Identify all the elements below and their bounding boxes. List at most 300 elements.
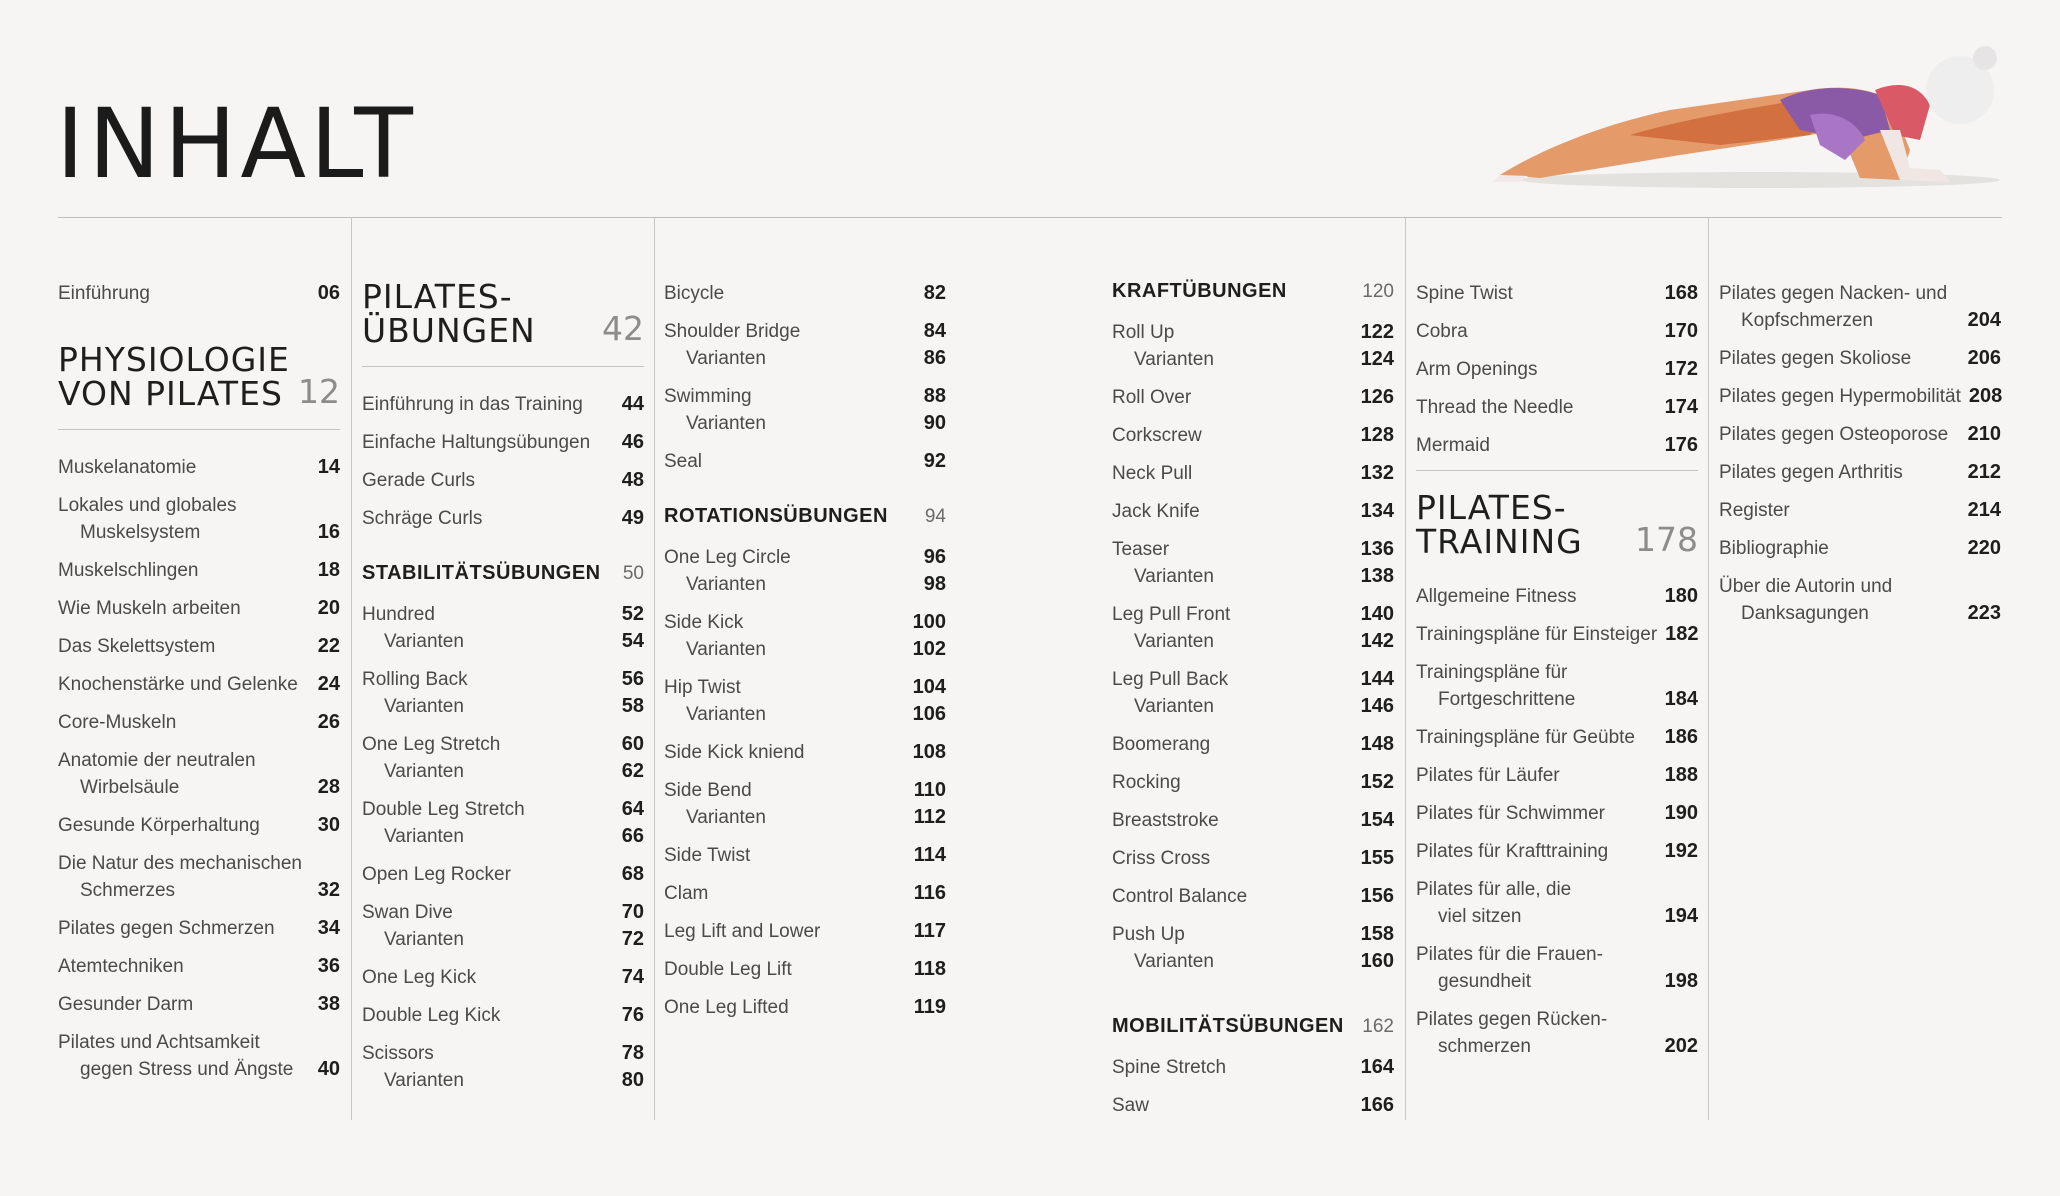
entry-title: Lokales und globales: [58, 495, 237, 516]
page-title: INHALT: [56, 88, 417, 200]
entry-title: Side Bend: [664, 780, 752, 801]
toc-entry[interactable]: [1112, 460, 1394, 487]
entry-subtitle: Varianten: [384, 826, 464, 847]
toc-entry[interactable]: [1719, 497, 2001, 524]
toc-entry-group: [1112, 422, 1394, 449]
toc-list: [1112, 1054, 1394, 1119]
toc-list: [1416, 280, 1698, 459]
toc-list: [58, 454, 340, 1083]
entry-subtitle: Schmerzes: [80, 880, 176, 901]
page-number: 102: [912, 638, 946, 660]
toc-entry[interactable]: [58, 812, 340, 839]
toc-entry[interactable]: [362, 601, 644, 628]
entry-title: Thread the Needle: [1416, 397, 1574, 418]
page-number: 223: [1967, 602, 2001, 624]
page-number: 210: [1967, 423, 2001, 445]
entry-title: Register: [1719, 500, 1790, 521]
entry-title: One Leg Circle: [664, 547, 791, 568]
entry-title: Wie Muskeln arbeiten: [58, 598, 241, 619]
toc-entry-group: [362, 964, 644, 991]
toc-entry-variant[interactable]: [664, 636, 946, 663]
toc-entry-group: [362, 1002, 644, 1029]
toc-entry[interactable]: [1112, 921, 1394, 948]
page-number: 188: [1664, 764, 1698, 786]
toc-entry[interactable]: [664, 383, 946, 410]
toc-entry-variant[interactable]: [362, 628, 644, 655]
page-number: 174: [1664, 396, 1698, 418]
entry-title: Atemtechniken: [58, 956, 184, 977]
entry-title: Double Leg Stretch: [362, 799, 525, 820]
toc-entry[interactable]: [362, 796, 644, 823]
toc-entry-group: [362, 796, 644, 850]
page-number: 44: [621, 393, 644, 415]
toc-entry-group: [664, 318, 946, 372]
toc-entry-group: [664, 383, 946, 437]
toc-entry-variant[interactable]: [362, 823, 644, 850]
toc-entry-variant[interactable]: [664, 410, 946, 437]
toc-entry[interactable]: [1719, 573, 2001, 627]
page-number: 176: [1664, 434, 1698, 456]
toc-entry[interactable]: [58, 991, 340, 1018]
toc-entry[interactable]: [362, 391, 644, 418]
toc-entry[interactable]: [664, 280, 946, 307]
entry-title: Core-Muskeln: [58, 712, 177, 733]
page-number: 122: [1360, 321, 1394, 343]
toc-entry[interactable]: [1416, 762, 1698, 789]
entry-title: Hip Twist: [664, 677, 741, 698]
toc-entry[interactable]: [1112, 384, 1394, 411]
toc-entry[interactable]: [58, 953, 340, 980]
entry-title: Gesunder Darm: [58, 994, 194, 1015]
entry-title: Breaststroke: [1112, 810, 1219, 831]
toc-entry-group: [362, 666, 644, 720]
toc-entry[interactable]: [664, 318, 946, 345]
toc-entry-group: [362, 731, 644, 785]
entry-title: Allgemeine Fitness: [1416, 586, 1577, 607]
entry-subtitle: Varianten: [384, 929, 464, 950]
toc-entry[interactable]: [664, 544, 946, 571]
toc-entry-group: [664, 280, 946, 307]
toc-entry-variant[interactable]: [1112, 346, 1394, 373]
section-heading-pilates-training[interactable]: PILATES- TRAINING 178: [1416, 470, 1698, 559]
entry-subtitle: Varianten: [384, 1070, 464, 1091]
toc-entry-group: [1112, 536, 1394, 590]
toc-entry[interactable]: [664, 448, 946, 475]
toc-entry-group: [362, 429, 644, 456]
toc-entry[interactable]: [1416, 318, 1698, 345]
page-number: 144: [1360, 668, 1394, 690]
page-number: 128: [1360, 424, 1394, 446]
toc-entry[interactable]: [1719, 345, 2001, 372]
toc-entry[interactable]: [1112, 422, 1394, 449]
entry-title: Über die Autorin und: [1719, 576, 1893, 597]
toc-entry-group: [664, 918, 946, 945]
page-number: 114: [913, 844, 946, 866]
entry-title: Die Natur des mechanischen: [58, 853, 302, 874]
toc-entry[interactable]: [1719, 459, 2001, 486]
toc-column-4: [1112, 280, 1394, 1130]
page-number: 170: [1664, 320, 1698, 342]
page-number: 30: [317, 814, 340, 836]
toc-entry-group: [1112, 769, 1394, 796]
page-number: 90: [923, 412, 946, 434]
page-number: 38: [317, 993, 340, 1015]
toc-entry[interactable]: [58, 1029, 340, 1083]
entry-title: Pilates gegen Schmerzen: [58, 918, 275, 939]
entry-subtitle: Kopfschmerzen: [1741, 310, 1874, 331]
entry-title: Leg Pull Front: [1112, 604, 1231, 625]
toc-entry[interactable]: [362, 429, 644, 456]
toc-entry-group: [1416, 318, 1698, 345]
entry-title: Trainingspläne für: [1416, 662, 1568, 683]
entry-title: Trainingspläne für Geübte: [1416, 727, 1635, 748]
toc-entry-variant[interactable]: [1112, 693, 1394, 720]
pilates-figure-illustration: [1480, 30, 2020, 200]
toc-entry[interactable]: [58, 454, 340, 481]
page-number: 20: [317, 597, 340, 619]
toc-entry[interactable]: [362, 467, 644, 494]
toc-entry[interactable]: [1719, 383, 2001, 410]
entry-title: Saw: [1112, 1095, 1149, 1116]
section-heading-physiologie[interactable]: PHYSIOLOGIE VON PILATES 12: [58, 343, 340, 430]
page-number: 180: [1664, 585, 1698, 607]
page-number: 92: [923, 450, 946, 472]
page-number: 212: [1967, 461, 2001, 483]
entry-title: Swimming: [664, 386, 752, 407]
subsection-heading-rotation[interactable]: ROTATIONSÜBUNGEN 94: [664, 505, 946, 527]
toc-entry-group: [1112, 883, 1394, 910]
toc-entry[interactable]: [1112, 845, 1394, 872]
toc-entry[interactable]: [664, 994, 946, 1021]
toc-column-3: [664, 280, 946, 1032]
subsection-heading-mobilitaet[interactable]: MOBILITÄTSÜBUNGEN 162: [1112, 1015, 1394, 1037]
page-number: 100: [912, 611, 946, 633]
subsection-heading-stabilitaet[interactable]: STABILITÄTSÜBUNGEN 50: [362, 562, 644, 584]
toc-entry-variant[interactable]: [664, 701, 946, 728]
page-number: 148: [1360, 733, 1394, 755]
page-number: 186: [1664, 726, 1698, 748]
page-number: 106: [912, 703, 946, 725]
toc-entry[interactable]: [664, 918, 946, 945]
page-number: 160: [1360, 950, 1394, 972]
toc-entry[interactable]: [1416, 356, 1698, 383]
toc-entry-group: [362, 467, 644, 494]
toc-entry-variant[interactable]: [1112, 948, 1394, 975]
toc-entry[interactable]: [1112, 319, 1394, 346]
toc-list: [362, 601, 644, 1094]
entry-title: Anatomie der neutralen: [58, 750, 256, 771]
toc-entry[interactable]: [1416, 1006, 1698, 1060]
entry-title: Roll Over: [1112, 387, 1192, 408]
toc-entry-group: [1416, 432, 1698, 459]
column-divider: [654, 217, 655, 1120]
toc-entry-group: [664, 842, 946, 869]
page-number: 56: [621, 668, 644, 690]
toc-entry-variant[interactable]: [362, 1067, 644, 1094]
toc-entry[interactable]: [58, 747, 340, 801]
toc-entry-group: [664, 674, 946, 728]
page-number: 49: [621, 507, 644, 529]
toc-entry[interactable]: Einführung 06: [58, 282, 340, 304]
page-number: 70: [621, 901, 644, 923]
entry-subtitle: gesundheit: [1438, 971, 1531, 992]
entry-title: Einfache Haltungsübungen: [362, 432, 591, 453]
page-number: 140: [1360, 603, 1394, 625]
toc-entry[interactable]: [1416, 280, 1698, 307]
toc-entry[interactable]: [1112, 769, 1394, 796]
page-number: 108: [912, 741, 946, 763]
page-number: 96: [923, 546, 946, 568]
entry-title: Einführung in das Training: [362, 394, 583, 415]
page-number: 80: [621, 1069, 644, 1091]
page-number: 154: [1360, 809, 1394, 831]
toc-entry-group: [664, 777, 946, 831]
toc-entry[interactable]: [58, 557, 340, 584]
page-number: 34: [317, 917, 340, 939]
page-number: 54: [621, 630, 644, 652]
page-number: 40: [317, 1058, 340, 1080]
entry-title: Pilates gegen Rücken-: [1416, 1009, 1608, 1030]
toc-entry-group: [1416, 356, 1698, 383]
page-number: 124: [1360, 348, 1394, 370]
toc-entry-variant[interactable]: [664, 571, 946, 598]
toc-entry[interactable]: [1416, 838, 1698, 865]
entry-title: Pilates für Krafttraining: [1416, 841, 1609, 862]
page-number: 172: [1664, 358, 1698, 380]
page-number: 138: [1360, 565, 1394, 587]
page-number: 14: [317, 456, 340, 478]
toc-entry-group: [1112, 666, 1394, 720]
toc-entry-variant[interactable]: [1112, 563, 1394, 590]
page-number: 36: [317, 955, 340, 977]
toc-list: [664, 544, 946, 1021]
toc-entry-group: [1112, 731, 1394, 758]
page-number: 86: [923, 347, 946, 369]
page-number: 88: [923, 385, 946, 407]
toc-entry[interactable]: [58, 595, 340, 622]
toc-entry[interactable]: [1112, 1092, 1394, 1119]
toc-entry[interactable]: [1416, 583, 1698, 610]
toc-entry[interactable]: [1112, 601, 1394, 628]
entry-subtitle: Wirbelsäule: [80, 777, 180, 798]
entry-title: Swan Dive: [362, 902, 453, 923]
entry-title: Side Kick: [664, 612, 744, 633]
entry-title: Leg Pull Back: [1112, 669, 1229, 690]
toc-entry[interactable]: [58, 915, 340, 942]
page-number: 155: [1360, 847, 1394, 869]
toc-entry[interactable]: [664, 777, 946, 804]
toc-entry[interactable]: [1416, 659, 1698, 713]
toc-entry-variant[interactable]: [362, 926, 644, 953]
toc-entry[interactable]: [362, 899, 644, 926]
toc-entry-group: [664, 448, 946, 475]
toc-entry[interactable]: [664, 739, 946, 766]
toc-entry[interactable]: [1416, 724, 1698, 751]
entry-title: Spine Twist: [1416, 283, 1513, 304]
toc-entry-group: [664, 609, 946, 663]
section-heading-pilates-uebungen[interactable]: PILATES- ÜBUNGEN 42: [362, 280, 644, 367]
entry-subtitle: Varianten: [384, 761, 464, 782]
toc-entry[interactable]: [58, 850, 340, 904]
entry-title: Pilates für Läufer: [1416, 765, 1560, 786]
page-number: 152: [1360, 771, 1394, 793]
toc-entry-group: [362, 505, 644, 532]
entry-title: Clam: [664, 883, 709, 904]
page-number: 28: [317, 776, 340, 798]
entry-title: Boomerang: [1112, 734, 1211, 755]
page-number: 58: [621, 695, 644, 717]
page-number: 112: [913, 806, 946, 828]
toc-entry-group: [1112, 498, 1394, 525]
page-number: 134: [1360, 500, 1394, 522]
entry-subtitle: Varianten: [686, 348, 766, 369]
entry-subtitle: Varianten: [686, 807, 766, 828]
entry-subtitle: Varianten: [1134, 349, 1214, 370]
toc-entry-group: [1112, 460, 1394, 487]
toc-entry[interactable]: [1112, 666, 1394, 693]
toc-entry-group: [1112, 384, 1394, 411]
toc-entry-group: [664, 739, 946, 766]
toc-entry[interactable]: [664, 609, 946, 636]
toc-entry[interactable]: [1416, 432, 1698, 459]
toc-entry[interactable]: [58, 633, 340, 660]
page-number: 24: [317, 673, 340, 695]
page-number: 168: [1664, 282, 1698, 304]
page-number: 118: [913, 958, 946, 980]
toc-entry[interactable]: [1112, 731, 1394, 758]
toc-entry[interactable]: [58, 492, 340, 546]
toc-entry-variant[interactable]: [362, 693, 644, 720]
toc-entry[interactable]: [1719, 535, 2001, 562]
page-number: 202: [1664, 1035, 1698, 1057]
entry-title: One Leg Lifted: [664, 997, 789, 1018]
entry-title: Seal: [664, 451, 703, 472]
page-number: 142: [1360, 630, 1394, 652]
toc-entry[interactable]: [1719, 280, 2001, 334]
toc-entry-group: [362, 1040, 644, 1094]
entry-subtitle: Fortgeschrittene: [1438, 689, 1576, 710]
toc-column-1: [58, 280, 340, 1094]
entry-title: Neck Pull: [1112, 463, 1193, 484]
toc-column-5: [1416, 280, 1698, 1071]
toc-entry-variant[interactable]: [1112, 628, 1394, 655]
toc-list: [664, 280, 946, 475]
entry-title: Open Leg Rocker: [362, 864, 511, 885]
toc-entry-group: [1112, 1092, 1394, 1119]
entry-title: Arm Openings: [1416, 359, 1538, 380]
entry-title: Muskelanatomie: [58, 457, 197, 478]
toc-entry[interactable]: [362, 666, 644, 693]
toc-entry[interactable]: [58, 709, 340, 736]
entry-title: Schräge Curls: [362, 508, 483, 529]
toc-entry[interactable]: [362, 731, 644, 758]
entry-title: Bicycle: [664, 283, 725, 304]
toc-entry-variant[interactable]: [664, 345, 946, 372]
page-number: 204: [1967, 309, 2001, 331]
toc-entry-variant[interactable]: [362, 758, 644, 785]
toc-entry[interactable]: [1719, 421, 2001, 448]
header-rule: [58, 217, 2002, 218]
toc-entry[interactable]: [1112, 1054, 1394, 1081]
entry-subtitle: Varianten: [686, 704, 766, 725]
page-number: 208: [1968, 385, 2003, 407]
toc-entry[interactable]: [664, 956, 946, 983]
toc-entry[interactable]: [1112, 498, 1394, 525]
page-number: 190: [1664, 802, 1698, 824]
toc-entry-group: [664, 544, 946, 598]
toc-entry-group: [1112, 845, 1394, 872]
page-number: 98: [923, 573, 946, 595]
entry-subtitle: Varianten: [1134, 631, 1214, 652]
entry-subtitle: Muskelsystem: [80, 522, 201, 543]
page-number: 136: [1360, 538, 1394, 560]
entry-subtitle: schmerzen: [1438, 1036, 1531, 1057]
entry-title: Muskelschlingen: [58, 560, 199, 581]
entry-subtitle: Varianten: [686, 413, 766, 434]
toc-entry[interactable]: [1416, 394, 1698, 421]
toc-list: [1112, 319, 1394, 975]
entry-title: Spine Stretch: [1112, 1057, 1227, 1078]
column-divider: [1405, 217, 1406, 1120]
toc-entry[interactable]: [1416, 800, 1698, 827]
toc-entry[interactable]: [1112, 883, 1394, 910]
toc-entry-group: [1112, 807, 1394, 834]
toc-entry[interactable]: [664, 842, 946, 869]
entry-title: Mermaid: [1416, 435, 1490, 456]
subsection-heading-kraft[interactable]: KRAFTÜBUNGEN 120: [1112, 280, 1394, 302]
entry-title: Rocking: [1112, 772, 1181, 793]
toc-entry-group: [1112, 601, 1394, 655]
entry-title: Pilates für die Frauen-: [1416, 944, 1603, 965]
toc-entry[interactable]: [362, 1040, 644, 1067]
page-number: 146: [1360, 695, 1394, 717]
entry-title: Push Up: [1112, 924, 1185, 945]
toc-entry[interactable]: [362, 861, 644, 888]
toc-entry[interactable]: [1416, 876, 1698, 930]
toc-entry[interactable]: [362, 1002, 644, 1029]
entry-title: Jack Knife: [1112, 501, 1200, 522]
page-number: 110: [913, 779, 946, 801]
page-number: 220: [1967, 537, 2001, 559]
entry-title: Bibliographie: [1719, 538, 1829, 559]
entry-title: Double Leg Kick: [362, 1005, 501, 1026]
page-number: 158: [1360, 923, 1394, 945]
toc-entry[interactable]: [362, 964, 644, 991]
page-number: 66: [621, 825, 644, 847]
toc-entry[interactable]: [362, 505, 644, 532]
toc-entry[interactable]: [1416, 941, 1698, 995]
entry-title: Teaser: [1112, 539, 1170, 560]
toc-entry[interactable]: [664, 880, 946, 907]
toc-entry[interactable]: [1112, 536, 1394, 563]
page-number: 32: [317, 879, 340, 901]
entry-subtitle: Danksagungen: [1741, 603, 1869, 624]
toc-entry[interactable]: [1416, 621, 1698, 648]
page-number: 68: [621, 863, 644, 885]
page-number: 74: [621, 966, 644, 988]
page-number: 194: [1664, 905, 1698, 927]
page-number: 117: [913, 920, 946, 942]
entry-title: Hundred: [362, 604, 435, 625]
toc-entry[interactable]: [58, 671, 340, 698]
toc-entry[interactable]: [1112, 807, 1394, 834]
entry-title: Side Kick kniend: [664, 742, 805, 763]
entry-title: Gerade Curls: [362, 470, 475, 491]
toc-entry[interactable]: [664, 674, 946, 701]
toc-entry-group: [1416, 280, 1698, 307]
entry-title: Das Skelettsystem: [58, 636, 216, 657]
toc-entry-variant[interactable]: [664, 804, 946, 831]
